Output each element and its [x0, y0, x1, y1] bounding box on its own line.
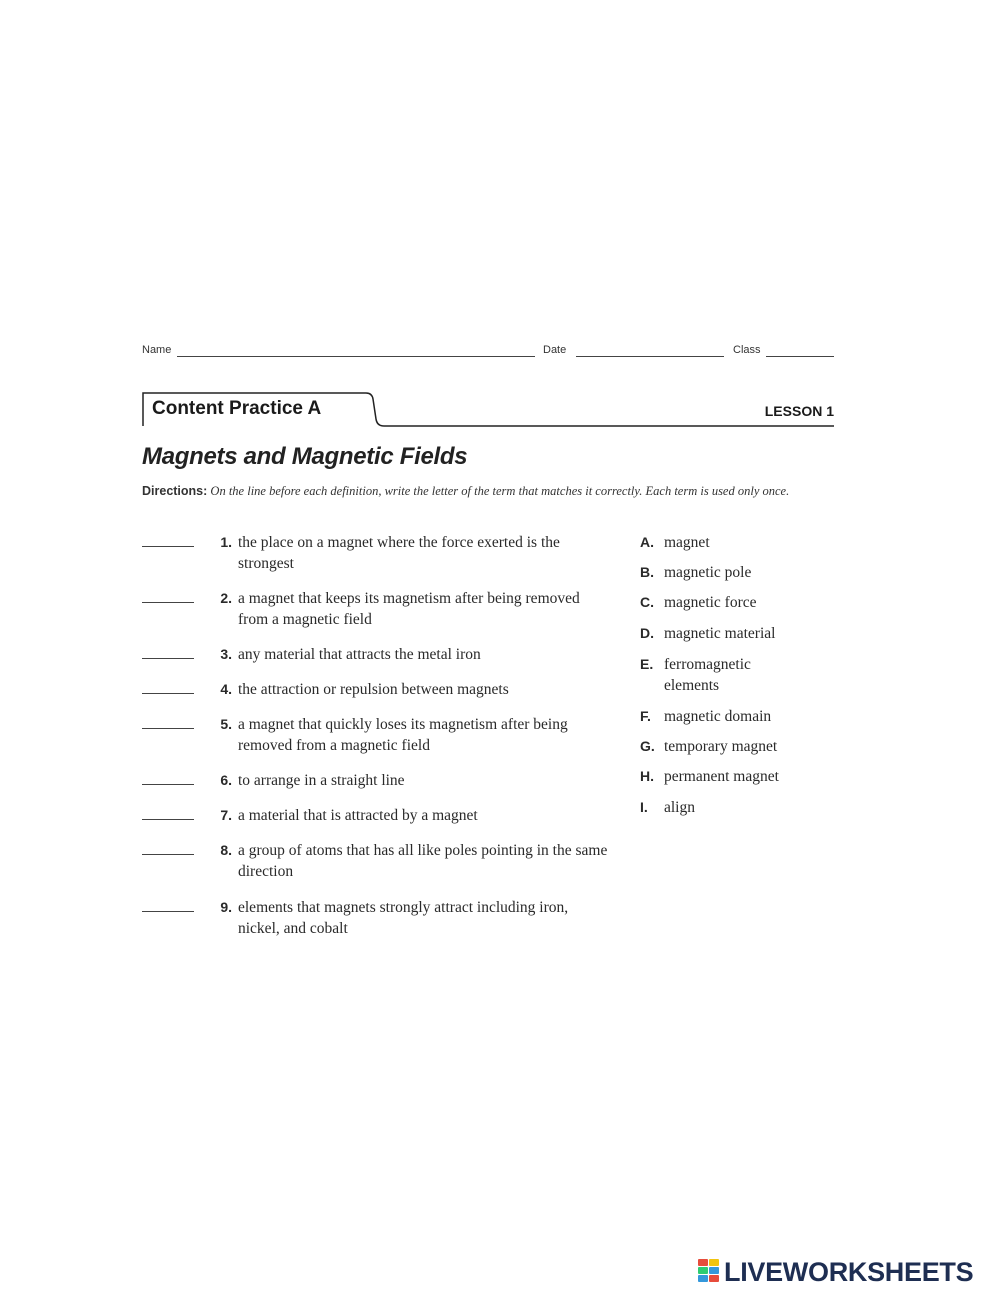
- answer-blank[interactable]: [142, 784, 194, 785]
- term-text: magnetic force: [664, 594, 757, 611]
- answer-blank[interactable]: [142, 602, 194, 603]
- answer-blank[interactable]: [142, 819, 194, 820]
- logo-text: LIVEWORKSHEETS: [724, 1257, 974, 1287]
- definition-number: 5.: [220, 716, 232, 732]
- definition-text: to arrange in a straight line: [238, 772, 405, 789]
- date-field[interactable]: [576, 356, 724, 357]
- definition-number: 1.: [220, 534, 232, 550]
- definition-number: 3.: [220, 646, 232, 662]
- definition-text: a magnet that keeps its magnetism after being removed from a magnetic field: [238, 590, 580, 628]
- term-text: ferromagnetic elements: [664, 656, 751, 694]
- definition-text: any material that attracts the metal iron: [238, 646, 481, 663]
- definition-number: 6.: [220, 772, 232, 788]
- definition-number: 7.: [220, 807, 232, 823]
- name-field[interactable]: [177, 356, 535, 357]
- term-letter: E.: [640, 656, 654, 672]
- definition-text: a material that is attracted by a magnet: [238, 807, 478, 824]
- logo-block-blue: [709, 1267, 719, 1274]
- term-letter: B.: [640, 564, 654, 580]
- term-text: permanent magnet: [664, 768, 779, 785]
- definition-text: the place on a magnet where the force exerted is the strongest: [238, 534, 560, 572]
- page-title: Magnets and Magnetic Fields: [142, 443, 468, 470]
- answer-blank[interactable]: [142, 546, 194, 547]
- definition-number: 2.: [220, 590, 232, 606]
- directions-text: On the line before each definition, write the letter of the term that matches it correctly. Each term is used only once.: [210, 484, 790, 498]
- term-letter: C.: [640, 594, 654, 610]
- class-label: Class: [733, 344, 761, 356]
- logo-blocks-icon: [698, 1259, 720, 1283]
- term-letter: F.: [640, 708, 651, 724]
- definition-number: 8.: [220, 842, 232, 858]
- answer-blank[interactable]: [142, 911, 194, 912]
- definition-text: elements that magnets strongly attract including iron, nickel, and cobalt: [238, 899, 569, 937]
- term-text: magnetic material: [664, 625, 776, 642]
- lesson-label: LESSON 1: [764, 403, 834, 419]
- logo-block-blue: [698, 1275, 708, 1282]
- term-text: align: [664, 799, 695, 816]
- definition-text: the attraction or repulsion between magnets: [238, 681, 509, 698]
- answer-blank[interactable]: [142, 658, 194, 659]
- logo-block-red: [709, 1275, 719, 1282]
- directions: [142, 483, 832, 499]
- answer-blank[interactable]: [142, 693, 194, 694]
- definition-number: 4.: [220, 681, 232, 697]
- term-letter: G.: [640, 738, 655, 754]
- logo-block-yellow: [709, 1259, 719, 1266]
- term-letter: I.: [640, 799, 648, 815]
- directions-label: Directions:: [142, 484, 208, 498]
- date-label: Date: [543, 344, 567, 356]
- term-letter: H.: [640, 768, 654, 784]
- class-field[interactable]: [766, 356, 834, 357]
- term-text: magnetic pole: [664, 564, 752, 581]
- logo-block-green: [698, 1267, 708, 1274]
- answer-blank[interactable]: [142, 728, 194, 729]
- term-text: magnetic domain: [664, 708, 772, 725]
- term-letter: D.: [640, 625, 654, 641]
- content-practice-banner: [142, 391, 834, 427]
- definition-number: 9.: [220, 899, 232, 915]
- definition-text: a magnet that quickly loses its magnetism after being removed from a magnetic field: [238, 716, 568, 754]
- name-label: Name: [142, 344, 172, 356]
- term-text: temporary magnet: [664, 738, 778, 755]
- term-text: magnet: [664, 534, 710, 551]
- answer-blank[interactable]: [142, 854, 194, 855]
- definition-text: a group of atoms that has all like poles pointing in the same direction: [238, 842, 608, 880]
- logo-block-red: [698, 1259, 708, 1266]
- term-letter: A.: [640, 534, 654, 550]
- banner-title: Content Practice A: [152, 398, 322, 419]
